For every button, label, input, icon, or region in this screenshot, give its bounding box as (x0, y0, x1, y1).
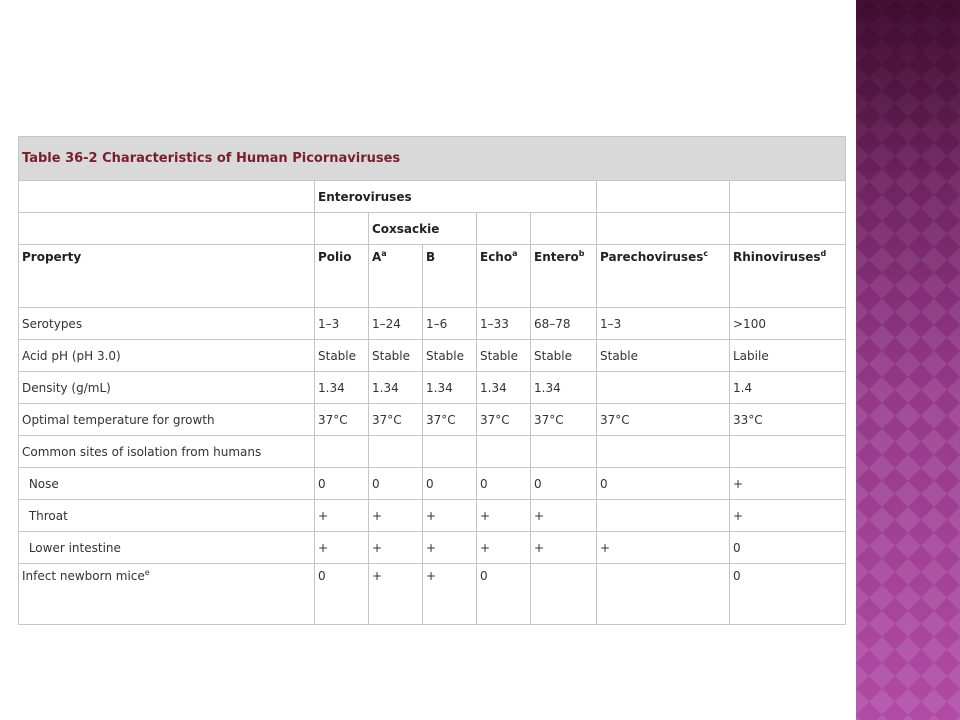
table-cell: + (423, 532, 477, 564)
table-cell (477, 436, 531, 468)
table-row (19, 340, 846, 372)
table-cell: Stable (531, 340, 597, 372)
table-cell: 37°C (315, 404, 369, 436)
table-cell (369, 436, 423, 468)
row-label: Infect newborn mice$^e$ (19, 564, 315, 625)
table-cell: + (531, 500, 597, 532)
table-cell: + (730, 468, 846, 500)
column-header-row (19, 245, 846, 308)
table-cell: + (423, 500, 477, 532)
table-cell (423, 436, 477, 468)
table-title-row (19, 137, 846, 181)
table-cell (315, 436, 369, 468)
table-cell (597, 436, 730, 468)
table-row (19, 564, 846, 625)
table-cell: + (369, 564, 423, 625)
table-row (19, 404, 846, 436)
table-cell: 37°C (423, 404, 477, 436)
table-cell: + (315, 500, 369, 532)
coxsackie-header: Coxsackie (369, 213, 477, 245)
table-cell: 1–3 (315, 308, 369, 340)
table-cell: 1.34 (423, 372, 477, 404)
table-cell: Stable (597, 340, 730, 372)
table-cell: 0 (730, 532, 846, 564)
table-cell: 1–6 (423, 308, 477, 340)
table-row (19, 436, 846, 468)
column-header-rhinoviruses: Rhinoviruses$^d$ (730, 245, 846, 308)
column-header-parechoviruses: Parechoviruses$^c$ (597, 245, 730, 308)
table-cell: + (369, 532, 423, 564)
table-cell: 1.34 (531, 372, 597, 404)
table-cell: + (730, 500, 846, 532)
decorative-side-band (856, 0, 960, 720)
table-cell: 1–3 (597, 308, 730, 340)
row-label: Nose (19, 468, 315, 500)
table-cell: 1–33 (477, 308, 531, 340)
table-cell: + (597, 532, 730, 564)
table-cell: 0 (315, 468, 369, 500)
table-cell: + (531, 532, 597, 564)
column-header-entero: Entero$^b$ (531, 245, 597, 308)
table-cell: 0 (597, 468, 730, 500)
table-row (19, 468, 846, 500)
table-cell: 1.34 (369, 372, 423, 404)
subgroup-header-row (19, 213, 846, 245)
table-cell (531, 436, 597, 468)
row-label: Serotypes (19, 308, 315, 340)
table-cell (597, 372, 730, 404)
table-cell: Labile (730, 340, 846, 372)
row-label: Optimal temperature for growth (19, 404, 315, 436)
table-cell: 0 (730, 564, 846, 625)
table-cell: Stable (369, 340, 423, 372)
table-cell (531, 564, 597, 625)
table-cell: Stable (423, 340, 477, 372)
table-cell: Stable (315, 340, 369, 372)
table-cell (597, 500, 730, 532)
table-cell: 68–78 (531, 308, 597, 340)
column-header-echo: Echo$^a$ (477, 245, 531, 308)
table-cell: + (477, 532, 531, 564)
table-title: Table 36-2 Characteristics of Human Picornaviruses (19, 137, 846, 181)
enteroviruses-header: Enteroviruses (315, 181, 597, 213)
table-cell: 0 (477, 468, 531, 500)
table-cell: 1.34 (315, 372, 369, 404)
table-cell: 0 (369, 468, 423, 500)
row-label: Throat (19, 500, 315, 532)
table-cell: 1.34 (477, 372, 531, 404)
table-cell: 0 (315, 564, 369, 625)
table-cell: 33°C (730, 404, 846, 436)
table-cell: + (315, 532, 369, 564)
table-cell: 37°C (597, 404, 730, 436)
column-header-property: Property (19, 245, 315, 308)
column-header-polio: Polio (315, 245, 369, 308)
row-label: Lower intestine (19, 532, 315, 564)
row-label: Common sites of isolation from humans (19, 436, 315, 468)
table-cell: Stable (477, 340, 531, 372)
table-cell: 1.4 (730, 372, 846, 404)
column-header-coxsackie-a: $A^a$ (369, 245, 423, 308)
table-cell: 0 (423, 468, 477, 500)
table-body (19, 308, 846, 625)
table-cell: 37°C (477, 404, 531, 436)
table-cell: + (423, 564, 477, 625)
table-row (19, 372, 846, 404)
table-cell (597, 564, 730, 625)
table-cell: + (369, 500, 423, 532)
row-label: Density (g/mL) (19, 372, 315, 404)
table-cell: >100 (730, 308, 846, 340)
group-header-row (19, 181, 846, 213)
table-cell: + (477, 500, 531, 532)
table-cell: 0 (531, 468, 597, 500)
table-cell: 0 (477, 564, 531, 625)
table-cell: 37°C (531, 404, 597, 436)
picornavirus-characteristics-table (18, 136, 846, 625)
table-cell: 37°C (369, 404, 423, 436)
table-row (19, 308, 846, 340)
table-cell (730, 436, 846, 468)
column-header-coxsackie-b: B (423, 245, 477, 308)
picornavirus-table-container (18, 136, 845, 625)
table-cell: 1–24 (369, 308, 423, 340)
table-row (19, 532, 846, 564)
table-row (19, 500, 846, 532)
row-label: Acid pH (pH 3.0) (19, 340, 315, 372)
